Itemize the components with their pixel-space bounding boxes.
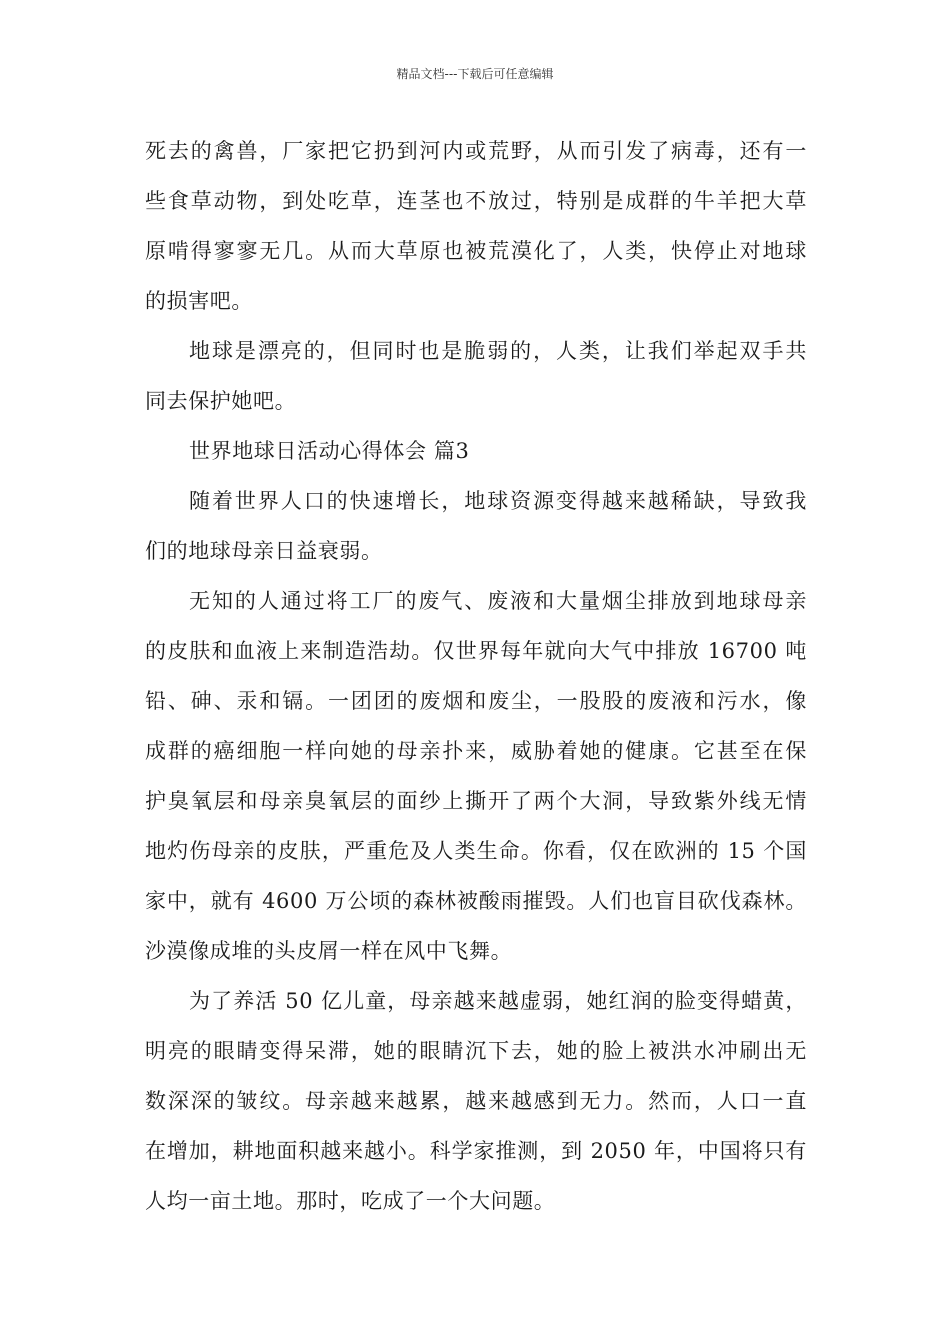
text-line: 的皮肤和血液上来制造浩劫。仅世界每年就向大气中排放 16700 吨 xyxy=(145,639,807,663)
text-line: 无知的人通过将工厂的废气、废液和大量烟尘排放到地球母亲 xyxy=(189,589,807,613)
document-body xyxy=(145,126,807,1226)
paragraph xyxy=(145,576,807,976)
text-line: 些食草动物，到处吃草，连茎也不放过，特别是成群的牛羊把大草 xyxy=(145,189,807,213)
text-line: 们的地球母亲日益衰弱。 xyxy=(145,539,383,563)
paragraph xyxy=(145,326,807,426)
text-line: 人均一亩土地。那时，吃成了一个大问题。 xyxy=(145,1189,556,1213)
text-line: 同去保护她吧。 xyxy=(145,389,297,413)
text-line: 护臭氧层和母亲臭氧层的面纱上撕开了两个大洞，导致紫外线无情 xyxy=(145,789,807,813)
text-line: 的损害吧。 xyxy=(145,289,253,313)
text-line: 铅、砷、汞和镉。一团团的废烟和废尘，一股股的废液和污水，像 xyxy=(145,689,807,713)
section-heading xyxy=(145,426,807,476)
text-line: 在增加，耕地面积越来越小。科学家推测，到 2050 年，中国将只有 xyxy=(145,1139,807,1163)
text-line: 明亮的眼睛变得呆滞，她的眼睛沉下去，她的脸上被洪水冲刷出无 xyxy=(145,1039,807,1063)
text-line: 地灼伤母亲的皮肤，严重危及人类生命。你看，仅在欧洲的 15 个国 xyxy=(145,839,807,863)
paragraph xyxy=(145,126,807,326)
paragraph xyxy=(145,976,807,1226)
page-header: 精品文档---下载后可任意编辑 xyxy=(396,67,554,81)
text-line: 家中，就有 4600 万公顷的森林被酸雨摧毁。人们也盲目砍伐森林。 xyxy=(145,889,807,913)
text-line: 数深深的皱纹。母亲越来越累，越来越感到无力。然而，人口一直 xyxy=(145,1089,807,1113)
text-line: 世界地球日活动心得体会 篇3 xyxy=(189,439,470,463)
text-line: 沙漠像成堆的头皮屑一样在风中飞舞。 xyxy=(145,939,513,963)
text-line: 为了养活 50 亿儿童，母亲越来越虚弱，她红润的脸变得蜡黄， xyxy=(189,989,807,1013)
text-line: 成群的癌细胞一样向她的母亲扑来，威胁着她的健康。它甚至在保 xyxy=(145,739,807,763)
text-line: 原啃得寥寥无几。从而大草原也被荒漠化了，人类，快停止对地球 xyxy=(145,239,807,263)
paragraph xyxy=(145,476,807,576)
text-line: 地球是漂亮的，但同时也是脆弱的，人类，让我们举起双手共 xyxy=(189,339,807,363)
text-line: 随着世界人口的快速增长，地球资源变得越来越稀缺，导致我 xyxy=(189,489,807,513)
text-line: 死去的禽兽，厂家把它扔到河内或荒野，从而引发了病毒，还有一 xyxy=(145,139,807,163)
